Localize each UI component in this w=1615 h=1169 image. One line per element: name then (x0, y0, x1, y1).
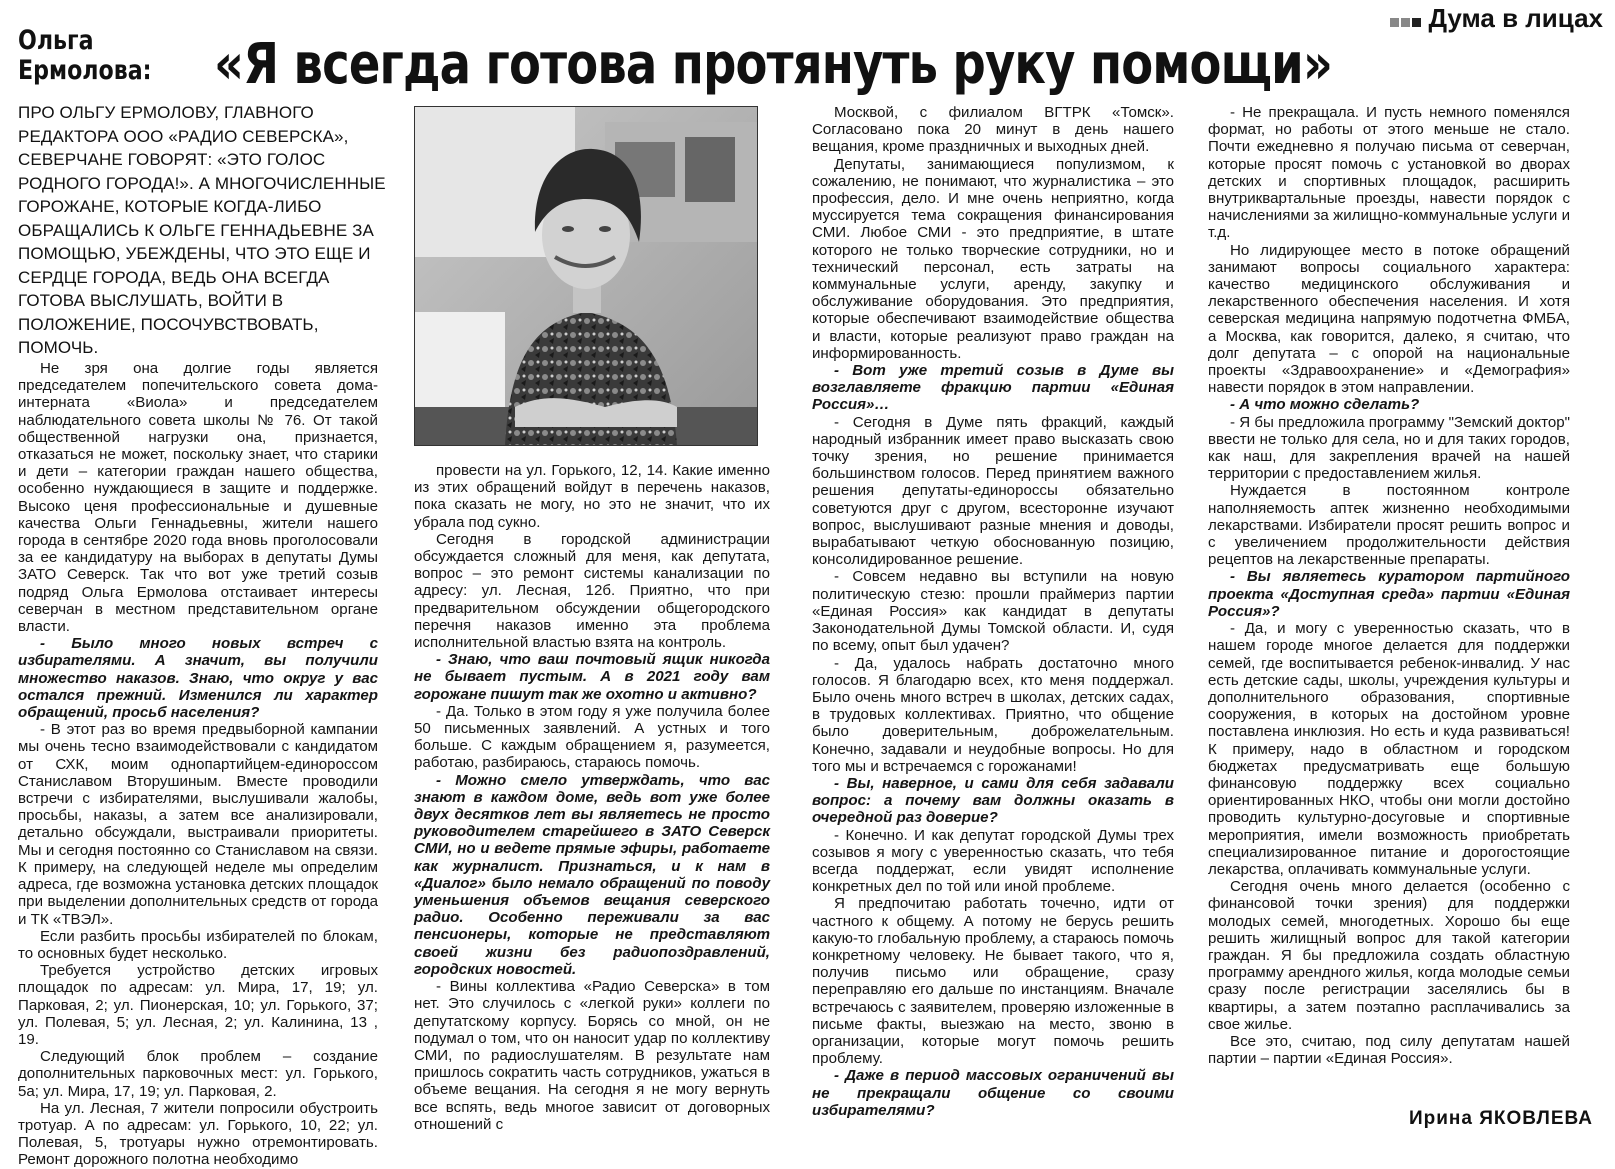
rubric-label: Дума в лицах (1428, 3, 1603, 33)
article-paragraph: Сегодня в городской администрации обсуждается сложный для меня, как депутата, вопрос – это ремонт системы канализации по адресу: ул. Лесная, 12б. Приятно, что при предварительном обсуждении общегородского перечня наказов именно эта проблема исполнительной властью взята на контроль. (414, 530, 770, 652)
interview-question: - Было много новых встреч с избирателями. А значит, вы получили множество наказов. Знаю, что округ у вас остался прежний. Изменился ли характер обращений, просьб населения? (18, 635, 378, 722)
article-paragraph: Требуется устройство детских игровых площадок по адресам: ул. Мира, 17, 19; ул. Парковая, 2; ул. Пионерская, 10; ул. Горького, 37; ул. Полевая, 5; ул. Лесная, 2; ул. Калинина, 13 , 19. (18, 962, 378, 1048)
interview-question: - Вы, наверное, и сами для себя задавали вопрос: а почему вам должны оказать в очередной раз доверие? (812, 774, 1174, 827)
portrait-photo (414, 106, 758, 446)
interviewee-name (18, 26, 152, 86)
article-paragraph: - Конечно. И как депутат городской Думы трех созывов я могу с уверенностью сказать, что тебя всегда поддержат, если увидят исполнение конкретных дел по той или иной проблеме. (812, 826, 1174, 896)
article-paragraph: Нуждается в постоянном контроле наполняемость аптек жизненно необходимыми лекарствами. Избиратели просят решить вопрос и с увеличением продолжительности действия рецептов на лекарственные препараты. (1208, 482, 1570, 569)
article-paragraph: Но лидирующее место в потоке обращений занимают вопросы социального характера: качество медицинского обслуживания и лекарственного обеспечения населения. И хотя северская медицина напрямую подотчетна ФМБА, а Москва, как говорится, далеко, я считаю, что долг депутата – с опорой на национальные проекты «Здравоохранение» и «Демография» навести порядок в этом направлении. (1208, 241, 1570, 397)
article-paragraph: - Да, удалось набрать достаточно много голосов. Я благодарю всех, кто меня поддержал. Было очень много встреч в школах, детских садах, в трудовых коллективах. Приятно, что общение было доверительным, доброжелательным. Конечно, задавали и неудобные вопросы. Но для того мы и встречаемся с горожанами! (812, 654, 1174, 775)
article-paragraph: - Я бы предложила программу "Земский доктор" ввести не только для села, но и для таких городов, как наш, для закрепления врачей на нашей территории с предоставлением жилья. (1208, 413, 1570, 483)
author-byline: Ирина ЯКОВЛЕВА (1408, 1108, 1593, 1129)
interview-question: - Вот уже третий созыв в Думе вы возглавляете фракцию партии «Единая Россия»… (812, 362, 1174, 414)
interview-question: - Знаю, что ваш почтовый ящик никогда не бывает пустым. А в 2021 году вам горожане пишут так же охотно и активно? (414, 651, 770, 703)
article-paragraph: Сегодня очень много делается (особенно с финансовой точки зрения) для поддержки молодых семей, многодетных. Хорошо бы еще решить жилищный вопрос для такой категории граждан. Я бы предложила создать областную программу арендного жилья, когда молодые семьи сразу после регистрации заселялись бы в квартиры, а затем поэтапно расплачивались за свое жилье. (1208, 878, 1570, 1033)
article-paragraph: - Да, и могу с уверенностью сказать, что в нашем городе многое делается для поддержки семей, где воспитывается ребенок-инвалид. У нас есть детские сады, школы, учреждения культуры и дополнительного образования, спортивные сооружения, в которых на достойном уровне поставлена инклюзия. Но есть и куда развиваться! К примеру, надо в областном и городском бюджетах предусматривать еще большую финансовую поддержку всех социально ориентированных НКО, чтобы они могли достойно проводить культурно-досуговые и спортивные мероприятия, имели возможность приобретать специализированное питание и дорогостоящие лекарства, оплачивать коммунальные услуги. (1208, 620, 1570, 878)
article-paragraph: Все это, считаю, под силу депутатам нашей партии – партии «Единая Россия». (1208, 1032, 1570, 1068)
article-column-4 (1208, 104, 1570, 1067)
interview-question: - Вы являетесь куратором партийного проекта «Доступная среда» партии «Единая Россия»? (1208, 568, 1570, 620)
lead-paragraph: ПРО ОЛЬГУ ЕРМОЛОВУ, ГЛАВНОГО РЕДАКТОРА ООО «РАДИО СЕВЕРСКА», СЕВЕРЧАНЕ ГОВОРЯТ: «ЭТО ГОЛОС РОДНОГО ГОРОДА!». А МНОГОЧИСЛЕННЫЕ ГОРОЖАНЕ, КОТОРЫЕ КОГДА-ЛИБО ОБРАЩАЛИСЬ К ОЛЬГЕ ГЕННАДЬЕВНЕ ЗА ПОМОЩЬЮ, УБЕЖДЕНЫ, ЧТО ЭТО ЕЩЕ И СЕРДЦЕ ГОРОДА, ВЕДЬ ОНА ВСЕГДА ГОТОВА ВЫСЛУШАТЬ, ВОЙТИ В ПОЛОЖЕНИЕ, ПОСОЧУВСТВОВАТЬ, ПОМОЧЬ. (18, 103, 386, 357)
article-paragraph: Я предпочитаю работать точечно, идти от частного к общему. А потому не берусь решить какую-то глобальную проблему, а стараюсь помочь конкретному человеку. Не бывает такого, что я, получив письмо или обращение, сразу переправляю его дальше по инстанциям. Вначале встречаюсь с заявителем, проверяю изложенные в письме факты, выезжаю на место, звоню в организации, которые могут помочь решить проблему. (812, 895, 1174, 1068)
article-column-1 (18, 360, 378, 1169)
name-line-1: Ольга (18, 25, 94, 56)
portrait-illustration (415, 107, 757, 445)
interview-question: - Даже в период массовых ограничений вы не прекращали общение со своими избирателями? (812, 1067, 1174, 1119)
article-paragraph: Москвой, с филиалом ВГТРК «Томск». Согласовано пока 20 минут в день нашего вещания, кроме праздничных и выходных дней. (812, 104, 1174, 156)
headline-block (18, 26, 1578, 102)
article-paragraph: - Вины коллектива «Радио Северска» в том нет. Это случилось с «легкой руки» коллеги по депутатскому корпусу. Борясь со мной, он не подумал о том, что он наносит удар по коллективу СМИ, по радиослушателям. В результате нам пришлось сократить часть сотрудников, ужаться в объеме вещания. На сегодня я не могу вернуть все вспять, ведь многое зависит от договорных отношений с (414, 978, 770, 1133)
article-paragraph: - В этот раз во время предвыборной кампании мы очень тесно взаимодействовали с кандидатом от СХК, моим однопартийцем-единороссом Станиславом Вторушиным. Вместе проводили встречи с избирателями, выслушивали жалобы, просьбы, наказы, а затем все анализировали, детально обсуждали, выстраивали приоритеты. Мы и сегодня постоянно со Станиславом на связи. К примеру, на следующей неделе мы определим адреса, где возможна установка детских площадок при выделении дополнительных средств от города и ТК «ТВЭЛ». (18, 721, 378, 928)
interview-question: - Можно смело утверждать, что вас знают в каждом доме, ведь вот уже более двух десятков лет вы являетесь не просто руководителем старейшего в ЗАТО Северск СМИ, но и ведете прямые эфиры, работаете как журналист. Признаться, и к нам в «Диалог» было немало обращений по поводу уменьшения объемов вещания северского радио. Особенно переживали за вас пенсионеры, которые не представляют своей жизни без радиопоздравлений, городских новостей. (414, 771, 770, 978)
article-paragraph: - Не прекращала. И пусть немного поменялся формат, но работы от этого меньше не стало. Почти ежедневно я получаю письма от северчан, которые просят помочь с установкой во дворах детских и спортивных площадок, расширить внутриквартальные проезды, навести порядок с начислениями за жилищно-коммунальные услуги и т.д. (1208, 104, 1570, 242)
article-paragraph: провести на ул. Горького, 12, 14. Какие именно из этих обращений войдут в перечень наказов, пока сказать не могу, но это не значит, что их убрала под сукно. (414, 462, 770, 531)
article-paragraph: На ул. Лесная, 7 жители попросили обустроить тротуар. А по адресам: ул. Горького, 10, 22; ул. Полевая, 5, тротуары нужно отремонтировать. Ремонт дорожного полотна необходимо (18, 1099, 378, 1169)
headline-title: «Я всегда готова протянуть руку помощи» (214, 32, 1333, 97)
article-paragraph: Не зря она долгие годы является председателем попечительского совета дома-интерната «Виола» и председателем наблюдательного совета школы № 76. От такой общественной нагрузки она, признается, отказаться не может, поскольку знает, что старики и дети – категории граждан нашего общества, особенно нуждающиеся в защите и поддержке. Высоко ценя профессиональные и душевные качества Ольги Геннадьевны, жители нашего города в сентябре 2020 года вновь проголосовали за ее кандидатуру на выборах в депутаты Думы ЗАТО Северск. Так что вот уже третий созыв подряд Ольга Ермолова отстаивает интересы северчан в местном представительном органе власти. (18, 360, 378, 636)
article-paragraph: Если разбить просьбы избирателей по блокам, то основных будет несколько. (18, 927, 378, 962)
article-column-2 (414, 462, 770, 1133)
name-line-2: Ермолова: (18, 55, 152, 86)
article-column-3 (812, 104, 1174, 1119)
article-paragraph: - Совсем недавно вы вступили на новую политическую стезю: прошли праймериз партии «Единая Россия» как кандидат в депутаты Законодательной Думы Томской области. И, судя по всему, опыт был удачен? (812, 568, 1174, 655)
article-paragraph: Депутаты, занимающиеся популизмом, к сожалению, не понимают, что журналистика – это профессия, дело. И мне очень неприятно, когда муссируется тема сокращения финансирования СМИ. Любое СМИ - это предприятие, в штате которого не только творческие сотрудники, но и технический персонал, есть затраты на коммунальные услуги, аренду, закупку и обслуживание оборудования. Это предприятия, которые обеспечивают взаимодействие общества и власти, которые реализуют право граждан на информированность. (812, 155, 1174, 362)
article-paragraph: Следующий блок проблем – создание дополнительных парковочных мест: ул. Горького, 5а; ул. Мира, 17, 19; ул. Парковая, 2. (18, 1048, 378, 1100)
article-paragraph: - Да. Только в этом году я уже получила более 50 письменных заявлений. А устных и того больше. С каждым обращением я, разумеется, работаю, разбираюсь, стараюсь помочь. (414, 702, 770, 772)
interview-question: - А что можно сделать? (1230, 396, 1420, 414)
article-paragraph: - Сегодня в Думе пять фракций, каждый народный избранник имеет право высказать свою точку зрения, но решение принимается большинством голосов. Перед принятием важного решения депутаты-единороссы обязательно советуются друг с другом, всесторонне изучают вопрос, выслушивают разные мнения и доводы, вырабатывают четкую обоснованную позицию, консолидированное решение. (812, 413, 1174, 569)
